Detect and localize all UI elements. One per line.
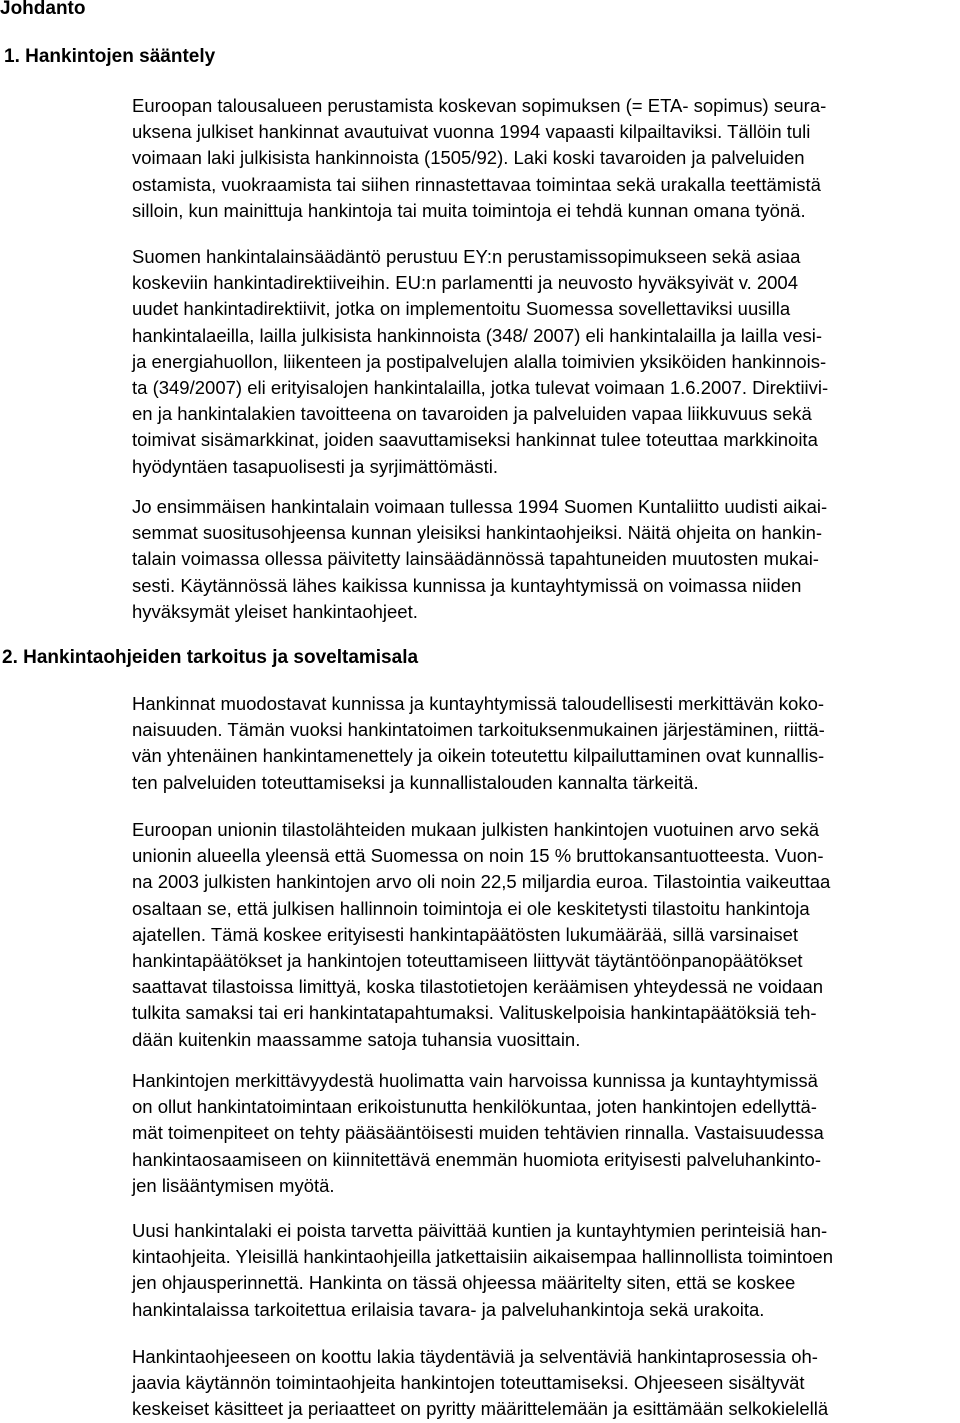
text-line: na 2003 julkisten hankintojen arvo oli noin 22,5 miljardia euroa. Tilastointia vaikeuttaa — [132, 871, 831, 893]
text-line: semmat suositusohjeensa kunnan yleisiksi hankintaohjeiksi. Näitä ohjeita on hankin- — [132, 522, 823, 544]
section-2-title: 2. Hankintaohjeiden tarkoitus ja soveltamisala — [2, 647, 419, 668]
text-line: voimaan laki julkisista hankinnoista (1505/92). Laki koski tavaroiden ja palveluiden — [132, 147, 805, 169]
text-line: Hankintojen merkittävyydestä huolimatta vain harvoissa kunnissa ja kuntayhtymissä — [132, 1070, 818, 1091]
text-line: ten palveluiden toteuttamiseksi ja kunnallistalouden kannalta tärkeitä. — [132, 771, 699, 793]
text-line: kintaohjeita. Yleisillä hankintaohjeilla jatkettaisiin aikaisempaa hallinnollista toimintoen — [132, 1246, 834, 1268]
text-line: Euroopan talousalueen perustamista koskevan sopimuksen (= ETA- sopimus) seura- — [132, 95, 827, 116]
section-1-paragraph-3 — [132, 494, 958, 625]
text-line: uksena julkiset hankinnat avautuivat vuonna 1994 vapaasti kilpailtaviksi. Tällöin tuli — [132, 121, 811, 143]
text-line: Euroopan unionin tilastolähteiden mukaan julkisten hankintojen vuotuinen arvo sekä — [132, 819, 820, 840]
text-line: ostamista, vuokraamista tai siihen rinnastettavaa toimintaa sekä urakalla teettämistä — [132, 173, 821, 195]
section-2-paragraph-5 — [132, 1344, 958, 1423]
text-line: talain voimassa ollessa päivitetty lainsäädännössä tapahtuneiden muutosten mukai- — [132, 548, 819, 570]
text-line: hankintalaissa tarkoitettua erilaisia tavara- ja palveluhankintoja sekä urakoita. — [132, 1298, 765, 1320]
section-1-paragraph-2 — [132, 244, 958, 480]
text-line: ajatellen. Tämä koskee erityisesti hankintapäätösten lukumäärää, sillä varsinaiset — [132, 923, 799, 945]
section-2-paragraph-2 — [132, 817, 958, 1053]
heading-johdanto: Johdanto — [0, 0, 86, 19]
text-line: Uusi hankintalaki ei poista tarvetta päivittää kuntien ja kuntayhtymien perinteisiä han- — [132, 1220, 828, 1241]
section-2-paragraph-3 — [132, 1068, 958, 1199]
text-line: uudet hankintadirektiivit, jotka on implementoitu Suomessa sovellettaviksi uusilla — [132, 298, 791, 320]
text-line: ja energiahuollon, liikenteen ja postipalvelujen alalla toimivien yksiköiden hankinnois- — [132, 350, 827, 372]
text-line: en ja hankintalakien tavoitteena on tavaroiden ja palveluiden vapaa liikkuvuus sekä — [132, 403, 812, 425]
text-line: osaltaan se, että julkisen hallinnoin toimintoja ei ole keskitetysti tilastoitu hankintoja — [132, 897, 810, 919]
text-line: silloin, kun mainittuja hankintoja tai muita toimintoja ei tehdä kunnan omana työnä. — [132, 199, 806, 221]
text-line: toimivat sisämarkkinat, joiden saavuttamiseksi hankinnat tulee toteuttaa markkinoita — [132, 429, 818, 451]
text-line: Hankintaohjeeseen on koottu lakia täydentäviä ja selventäviä hankintaprosessia oh- — [132, 1346, 818, 1367]
text-line: unionin alueella yleensä että Suomessa on noin 15 % bruttokansantuotteesta. Vuon- — [132, 845, 824, 867]
text-line: Suomen hankintalainsäädäntö perustuu EY:n perustamissopimukseen sekä asiaa — [132, 246, 801, 267]
text-line: hankintapäätökset ja hankintojen toteuttamiseen liittyvät täytäntöönpanopäätökset — [132, 949, 803, 971]
text-line: mät toimenpiteet on tehty pääsääntöisesti muiden tehtävien rinnalla. Vastaisuudessa — [132, 1122, 824, 1144]
text-line: jaavia käytännön toimintaohjeita hankintojen toteuttamiseksi. Ohjeeseen sisältyvät — [132, 1372, 805, 1394]
text-line: vän yhtenäinen hankintamenettely ja oikein toteutettu kilpailuttaminen ovat kunnallis- — [132, 745, 825, 767]
section-1-paragraph-1 — [132, 93, 958, 224]
text-line: jen lisääntymisen myötä. — [132, 1174, 335, 1196]
section-1-title: 1. Hankintojen sääntely — [4, 46, 216, 67]
text-line: saattavat tilastoissa limittyä, koska tilastotietojen keräämisen yhteydessä ne voidaan — [132, 976, 824, 998]
text-line: keskeiset käsitteet ja periaatteet on pyritty määrittelemään ja esittämään selkokielellä — [132, 1398, 829, 1420]
text-line: koskeviin hankintadirektiiveihin. EU:n parlamentti ja neuvosto hyväksyivät v. 2004 — [132, 272, 798, 294]
text-line: naisuuden. Tämän vuoksi hankintatoimen tarkoituksenmukainen järjestäminen, riittä- — [132, 719, 825, 741]
text-line: sesti. Käytännössä lähes kaikissa kunnissa ja kuntayhtymissä on voimassa niiden — [132, 574, 802, 596]
text-line: Jo ensimmäisen hankintalain voimaan tullessa 1994 Suomen Kuntaliitto uudisti aikai- — [132, 496, 828, 517]
text-line: hyväksymät yleiset hankintaohjeet. — [132, 600, 418, 622]
text-line: ta (349/2007) eli erityisalojen hankintalailla, jotka tulevat voimaan 1.6.2007. Direktiivi- — [132, 376, 829, 398]
text-line: jen ohjausperinnettä. Hankinta on tässä ohjeessa määritelty siten, että se koskee — [132, 1272, 796, 1294]
text-line: hankintalaeilla, lailla julkisista hankinnoista (348/ 2007) eli hankintalailla ja lailla vesi- — [132, 324, 823, 346]
text-line: tulkita samaksi tai eri hankintatapahtumaksi. Valituskelpoisia hankintapäätöksiä teh- — [132, 1002, 817, 1024]
section-2-paragraph-4 — [132, 1218, 958, 1323]
text-line: Hankinnat muodostavat kunnissa ja kuntayhtymissä taloudellisesti merkittävän koko- — [132, 693, 825, 714]
text-line: hankintaosaamiseen on kiinnitettävä enemmän huomiota erityisesti palveluhankinto- — [132, 1148, 822, 1170]
section-2-paragraph-1 — [132, 691, 958, 796]
text-line: on ollut hankintatoimintaan erikoistunutta henkilökuntaa, joten hankintojen edellyttä- — [132, 1096, 817, 1118]
text-line: hyödyntäen tasapuolisesti ja syrjimättömästi. — [132, 455, 499, 477]
text-line: dään kuitenkin maassamme satoja tuhansia vuosittain. — [132, 1028, 581, 1050]
